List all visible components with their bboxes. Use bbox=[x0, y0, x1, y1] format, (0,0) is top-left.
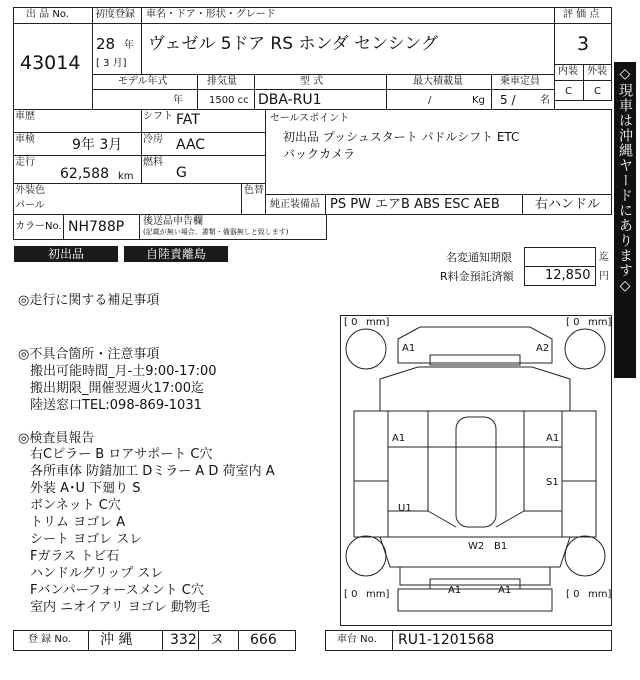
history-label: 車歴 bbox=[15, 111, 35, 122]
lot-number: 43014 bbox=[20, 52, 81, 74]
model-year-unit: 年 bbox=[173, 95, 183, 106]
first-listing-tag: 初出品 bbox=[14, 246, 118, 262]
aircon-label: 冷房 bbox=[143, 134, 163, 145]
body-outline bbox=[388, 411, 562, 537]
max-load-label: 最大積載量 bbox=[413, 76, 463, 87]
corner-mark: mm] bbox=[366, 589, 390, 600]
shift-label: シフト bbox=[143, 111, 173, 122]
corner-mark: mm] bbox=[588, 317, 612, 328]
grade-value: 3 bbox=[577, 33, 590, 55]
aircon-value: AAC bbox=[176, 137, 206, 153]
car-name-label: 車名・ドア・形状・グレード bbox=[146, 9, 276, 20]
capacity-label: 乗車定員 bbox=[500, 76, 540, 87]
sales-point-line1: 初出品 プッシュスタート パドルシフト ETC bbox=[283, 130, 520, 144]
inspector-line: トリム ヨゴレ A bbox=[30, 515, 126, 530]
corner-mark: [ 0 bbox=[344, 317, 358, 328]
steering-value: 右ハンドル bbox=[535, 197, 601, 212]
car-damage-diagram bbox=[340, 315, 612, 626]
hood bbox=[380, 367, 570, 411]
damage-mark: A1 bbox=[546, 433, 560, 444]
inspector-line: 室内 ニオイアリ ヨゴレ 動物毛 bbox=[30, 600, 210, 615]
max-load-slash: / bbox=[428, 95, 432, 106]
windshield bbox=[428, 411, 524, 447]
reg-kana: ヌ bbox=[210, 632, 224, 648]
color-change-label: 色替 bbox=[244, 185, 264, 196]
corner-mark: mm] bbox=[366, 317, 390, 328]
notice-deadline-unit: 迄 bbox=[599, 252, 609, 263]
wheel-front-left bbox=[346, 329, 386, 369]
chassis-label: 車台 No. bbox=[337, 634, 377, 645]
roof bbox=[456, 417, 496, 527]
chassis-value: RU1-1201568 bbox=[398, 632, 495, 648]
damage-mark: B1 bbox=[494, 541, 508, 552]
corner-mark: [ 0 bbox=[344, 589, 358, 600]
sales-point-line2: バックカメラ bbox=[283, 147, 356, 161]
inspector-line: 外装 A･U 下廻り S bbox=[30, 481, 141, 496]
corner-mark: [ 0 bbox=[566, 317, 580, 328]
genuine-label: 純正装備品 bbox=[270, 199, 320, 210]
grade-label: 評 価 点 bbox=[563, 9, 600, 20]
corner-mark: mm] bbox=[588, 589, 612, 600]
right-front-door bbox=[562, 411, 596, 481]
rear-bumper bbox=[398, 589, 552, 611]
right-rear-door bbox=[562, 481, 596, 537]
fuel-value: G bbox=[176, 165, 187, 181]
first-reg-year: 28 bbox=[96, 35, 116, 53]
displacement-label: 排気量 bbox=[207, 76, 237, 87]
car-name: ヴェゼル 5ドア RS ホンダ センシング bbox=[148, 34, 438, 54]
color-no-value: NH788P bbox=[68, 219, 125, 235]
inspector-title: ◎検査員報告 bbox=[18, 431, 95, 446]
defects-line: 搬出期限_開催翌週火17:00迄 bbox=[30, 381, 204, 396]
notice-deadline-box bbox=[524, 247, 596, 267]
type-value: DBA-RU1 bbox=[258, 92, 322, 108]
reg-region: 沖 縄 bbox=[100, 632, 133, 648]
damage-mark: A1 bbox=[392, 433, 406, 444]
details-box bbox=[13, 109, 266, 215]
reg-label: 登 録 No. bbox=[28, 634, 71, 645]
inspector-line: 右Cピラー B ロアサポート C穴 bbox=[30, 447, 213, 462]
model-year-label: モデル年式 bbox=[118, 76, 168, 87]
exterior-label: 外装 bbox=[587, 66, 607, 77]
capacity-value: 5 / bbox=[500, 93, 516, 107]
max-load-unit: Kg bbox=[472, 95, 485, 106]
recycle-label: R料金預託済額 bbox=[440, 270, 514, 283]
inspection-label: 車検 bbox=[15, 134, 35, 145]
ext-color-label: 外装色 bbox=[15, 185, 45, 196]
inspector-line: ハンドルグリップ スレ bbox=[30, 566, 164, 581]
left-body-line bbox=[388, 447, 428, 511]
damage-mark: A2 bbox=[536, 343, 550, 354]
rear-pillars bbox=[428, 511, 524, 527]
notice-deadline-label: 名変通知期限 bbox=[446, 251, 512, 264]
corner-mark: [ 0 bbox=[566, 589, 580, 600]
reg-class: 332 bbox=[170, 632, 197, 648]
damage-mark: U1 bbox=[398, 503, 412, 514]
fuel-label: 燃料 bbox=[143, 157, 163, 168]
defects-line: 搬出可能時間_月-土9:00-17:00 bbox=[30, 364, 217, 379]
first-reg-month: [ 3 月] bbox=[96, 58, 127, 69]
color-no-label: カラーNo. bbox=[15, 221, 62, 232]
wheel-rear-right bbox=[565, 536, 605, 576]
wheel-rear-left bbox=[346, 536, 386, 576]
self-pickup-tag: 自陸責離島 bbox=[124, 246, 228, 262]
mileage-label: 走行 bbox=[15, 157, 35, 168]
damage-mark: S1 bbox=[546, 477, 559, 488]
damage-mark: A1 bbox=[448, 585, 462, 596]
exterior-value: C bbox=[594, 86, 601, 97]
recycle-value: 12,850 bbox=[545, 268, 591, 283]
inspector-line: Fバンパーフォースメント C穴 bbox=[30, 583, 204, 598]
defects-line: 陸送窓口TEL:098-869-1031 bbox=[30, 398, 202, 413]
left-front-door bbox=[354, 411, 388, 481]
inspector-line: ボンネット C穴 bbox=[30, 498, 121, 513]
inspector-line: Fガラス トビ石 bbox=[30, 549, 120, 564]
shift-value: FAT bbox=[176, 112, 200, 128]
first-reg-year-unit: 年 bbox=[124, 40, 134, 51]
mileage-unit: km bbox=[118, 171, 134, 182]
inspector-line: シート ヨゴレ スレ bbox=[30, 532, 143, 547]
driving-notes-title: ◎走行に関する補足事項 bbox=[18, 293, 160, 308]
reg-number: 666 bbox=[250, 632, 277, 648]
left-rear-door bbox=[354, 481, 388, 537]
interior-value: C bbox=[565, 86, 572, 97]
first-reg-label: 初度登録 bbox=[95, 9, 135, 20]
sales-point-label: セールスポイント bbox=[270, 113, 350, 124]
ext-color-value: パール bbox=[15, 200, 45, 211]
mileage-value: 62,588 bbox=[60, 166, 109, 182]
later-parts-note: (記載が無い場合、書類・備器無しと致します) bbox=[143, 228, 289, 236]
defects-title: ◎不具合箇所・注意事項 bbox=[18, 347, 160, 362]
damage-mark: W2 bbox=[468, 541, 485, 552]
interior-label: 内装 bbox=[558, 66, 578, 77]
type-label: 型 式 bbox=[300, 76, 324, 87]
capacity-unit: 名 bbox=[540, 95, 550, 106]
inspection-value: 9年 3月 bbox=[72, 137, 123, 153]
rear-glass bbox=[400, 567, 550, 585]
inspector-line: 各所車体 防錆加工 Dミラー A D 荷室内 A bbox=[30, 464, 275, 479]
damage-mark: A1 bbox=[402, 343, 416, 354]
yard-notice-banner bbox=[614, 62, 636, 378]
genuine-value: PS PW エアB ABS ESC AEB bbox=[330, 197, 500, 212]
displacement-value: 1500 cc bbox=[209, 95, 249, 106]
yard-notice-text: ◇現車は沖縄ヤードにあります◇ bbox=[617, 66, 633, 295]
recycle-unit: 円 bbox=[599, 271, 609, 282]
lot-label: 出 品 No. bbox=[26, 9, 69, 20]
later-parts-label: 後送品申告欄 bbox=[143, 216, 203, 227]
damage-mark: A1 bbox=[498, 585, 512, 596]
wheel-front-right bbox=[565, 329, 605, 369]
front-bumper bbox=[398, 327, 552, 363]
